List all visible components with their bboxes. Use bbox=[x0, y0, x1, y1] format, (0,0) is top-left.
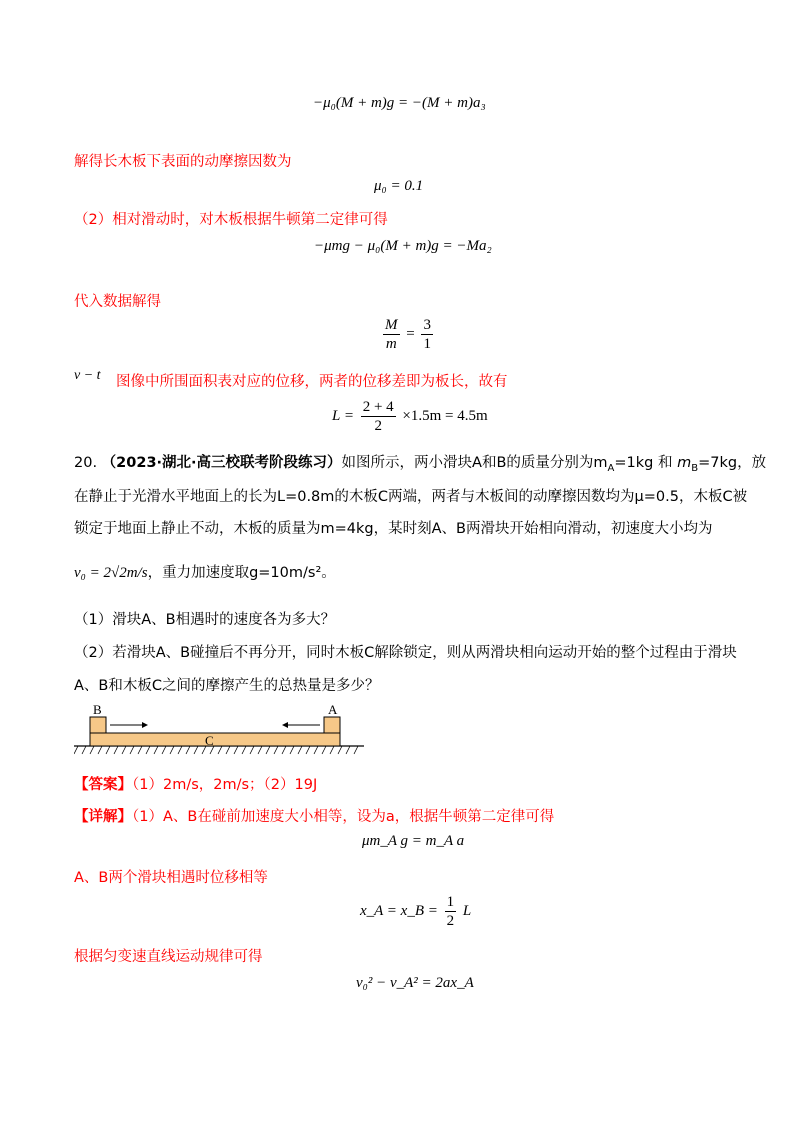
equation-5 bbox=[332, 398, 488, 435]
eq4-rhs-denominator: 1 bbox=[423, 336, 431, 352]
detail-tag: 【详解】 bbox=[74, 809, 132, 825]
detail-line bbox=[74, 805, 554, 826]
text-solve-mu0: 解得长木板下表面的动摩擦因数为 bbox=[74, 154, 292, 170]
text-area-displacement: 图像中所围面积表对应的位移，两者的位移差即为板长，故有 bbox=[116, 374, 508, 390]
question-part2-line1: （2）若滑块A、B碰撞后不再分开，同时木板C解除锁定，则从两滑块相向运动开始的整个过程由于滑块 bbox=[74, 645, 737, 661]
question-part2-line2: A、B和木板C之间的摩擦产生的总热量是多少？ bbox=[74, 678, 380, 694]
question-20-line2: 在静止于光滑水平地面上的长为L=0.8m的木板C两端，两者与木板间的动摩擦因数均为μ=0.5，木板C被 bbox=[74, 489, 748, 505]
block-b bbox=[90, 717, 106, 733]
text-uniform-acceleration: 根据匀变速直线运动规律可得 bbox=[74, 949, 263, 965]
question-source: （2023·湖北·高三校联考阶段练习） bbox=[101, 455, 342, 471]
equation-3: −μmg − μ₀(M + m)g = −Ma₂ bbox=[314, 238, 492, 254]
board-c bbox=[90, 733, 340, 746]
equation-6: μm_A g = m_A a bbox=[362, 833, 465, 849]
text-substitute: 代入数据解得 bbox=[74, 294, 161, 310]
text-equal-displacement: A、B两个滑块相遇时位移相等 bbox=[74, 870, 268, 886]
text-part2: （2）相对滑动时，对木板根据牛顿第二定律可得 bbox=[74, 212, 388, 228]
eq5-left: L = bbox=[332, 407, 354, 424]
vt-label: v − t bbox=[74, 368, 101, 383]
equation-2: μ₀ = 0.1 bbox=[374, 178, 424, 194]
question-text-1: 如图所示，两小滑块A和B的质量分别为m bbox=[341, 455, 608, 471]
equation-7 bbox=[360, 893, 471, 930]
eq4-numerator: M bbox=[385, 317, 398, 333]
eq7-denominator: 2 bbox=[446, 913, 455, 929]
eq7-right: L bbox=[462, 902, 472, 919]
equation-4: $\frac{M}{m}$ = $\frac{3}{1}$ bbox=[385, 317, 431, 352]
physics-diagram bbox=[74, 700, 374, 760]
question-20-line1: 20. （2023·湖北·高三校联考阶段练习）如图所示，两小滑块A和B的质量分别为$m_A=1kg$ 和 $m_B=7kg$，放 bbox=[74, 455, 767, 474]
eq7-numerator: 1 bbox=[446, 894, 455, 910]
eq5-denominator: 2 bbox=[374, 418, 382, 434]
answer-tag: 【答案】 bbox=[74, 777, 132, 793]
label-b: B bbox=[93, 702, 102, 717]
equation-8: v₀² − v_A² = 2ax_A bbox=[356, 975, 474, 991]
answer-line bbox=[74, 773, 317, 794]
eq7-left: x_A = x_B = bbox=[360, 902, 438, 919]
label-a: A bbox=[328, 702, 338, 717]
eq4-rhs-numerator: 3 bbox=[423, 317, 431, 333]
v0-expression: v₀ = 2√2m/s bbox=[74, 565, 148, 581]
question-part1: （1）滑块A、B相遇时的速度各为多大？ bbox=[74, 612, 336, 628]
eq4-denominator: m bbox=[385, 336, 397, 352]
question-20-line4 bbox=[74, 561, 336, 582]
eq5-right: ×1.5m = 4.5m bbox=[402, 407, 488, 424]
answer-text: （1）2m/s，2m/s；（2）19J bbox=[132, 777, 318, 793]
question-20-line3: 锁定于地面上静止不动，木板的质量为m=4kg，某时刻A、B两滑块开始相向滑动，初速度大小均为 bbox=[74, 521, 713, 537]
eq5-numerator: 2 + 4 bbox=[362, 399, 394, 415]
detail-text: （1）A、B在碰前加速度大小相等，设为a，根据牛顿第二定律可得 bbox=[132, 809, 555, 825]
question-text-4: ，重力加速度取g=10m/s²。 bbox=[147, 565, 336, 581]
question-number: 20. bbox=[74, 455, 98, 471]
block-a bbox=[324, 717, 340, 733]
label-c: C bbox=[205, 733, 214, 748]
equation-1: −μ₀(M + m)g = −(M + m)a₃ bbox=[313, 95, 486, 111]
